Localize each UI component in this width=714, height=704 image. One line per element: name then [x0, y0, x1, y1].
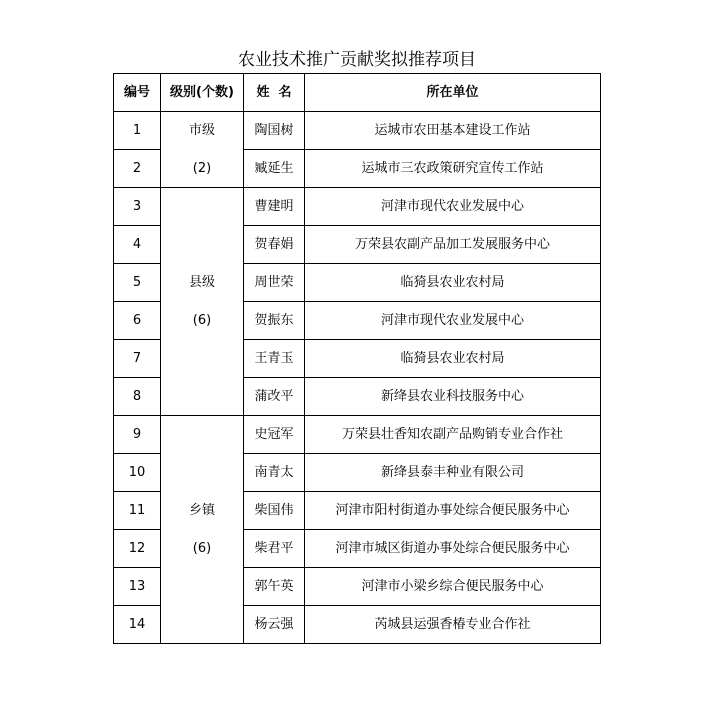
document-title: 农业技术推广贡献奖拟推荐项目 [238, 50, 476, 70]
cell-name: 史冠军 [244, 416, 305, 454]
group-cell-county [161, 188, 244, 416]
cell-unit: 临猗县农业农村局 [305, 264, 601, 302]
cell-name: 周世荣 [244, 264, 305, 302]
cell-no: 11 [114, 492, 161, 530]
group-level: 乡镇 [188, 502, 215, 518]
cell-name: 柴国伟 [244, 492, 305, 530]
group-level: 市级 [188, 122, 215, 138]
group-count: (2) [192, 160, 212, 176]
cell-unit: 万荣县壮香知农副产品购销专业合作社 [305, 416, 601, 454]
header-row [114, 74, 601, 112]
cell-no: 14 [114, 606, 161, 644]
cell-name: 柴君平 [244, 530, 305, 568]
group-count: (6) [192, 312, 212, 328]
cell-unit: 河津市阳村街道办事处综合便民服务中心 [305, 492, 601, 530]
group-cell-city [161, 112, 244, 188]
cell-unit: 河津市城区街道办事处综合便民服务中心 [305, 530, 601, 568]
cell-unit: 运城市三农政策研究宣传工作站 [305, 150, 601, 188]
cell-no: 2 [114, 150, 161, 188]
header-name: 姓 名 [244, 74, 305, 112]
cell-no: 7 [114, 340, 161, 378]
cell-unit: 新绛县农业科技服务中心 [305, 378, 601, 416]
cell-no: 8 [114, 378, 161, 416]
cell-name: 南青太 [244, 454, 305, 492]
cell-no: 9 [114, 416, 161, 454]
cell-unit: 河津市现代农业发展中心 [305, 188, 601, 226]
cell-name: 蒲改平 [244, 378, 305, 416]
cell-no: 3 [114, 188, 161, 226]
recommendation-table [113, 73, 601, 644]
table-row [114, 188, 601, 226]
cell-no: 4 [114, 226, 161, 264]
cell-no: 13 [114, 568, 161, 606]
cell-no: 10 [114, 454, 161, 492]
cell-no: 6 [114, 302, 161, 340]
cell-unit: 新绛县泰丰种业有限公司 [305, 454, 601, 492]
cell-unit: 河津市现代农业发展中心 [305, 302, 601, 340]
cell-unit: 临猗县农业农村局 [305, 340, 601, 378]
cell-name: 杨云强 [244, 606, 305, 644]
cell-no: 12 [114, 530, 161, 568]
cell-unit: 运城市农田基本建设工作站 [305, 112, 601, 150]
header-no: 编号 [114, 74, 161, 112]
cell-name: 王青玉 [244, 340, 305, 378]
header-level: 级别(个数) [161, 74, 244, 112]
cell-name: 贺春娟 [244, 226, 305, 264]
header-unit: 所在单位 [305, 74, 601, 112]
cell-name: 臧延生 [244, 150, 305, 188]
group-cell-township [161, 416, 244, 644]
table-row [114, 112, 601, 150]
cell-unit: 芮城县运强香椿专业合作社 [305, 606, 601, 644]
table-row [114, 416, 601, 454]
cell-unit: 万荣县农副产品加工发展服务中心 [305, 226, 601, 264]
cell-name: 陶国树 [244, 112, 305, 150]
cell-no: 1 [114, 112, 161, 150]
group-count: (6) [192, 540, 212, 556]
group-level: 县级 [188, 274, 215, 290]
cell-unit: 河津市小梁乡综合便民服务中心 [305, 568, 601, 606]
cell-name: 曹建明 [244, 188, 305, 226]
cell-no: 5 [114, 264, 161, 302]
cell-name: 贺振东 [244, 302, 305, 340]
cell-name: 郭午英 [244, 568, 305, 606]
